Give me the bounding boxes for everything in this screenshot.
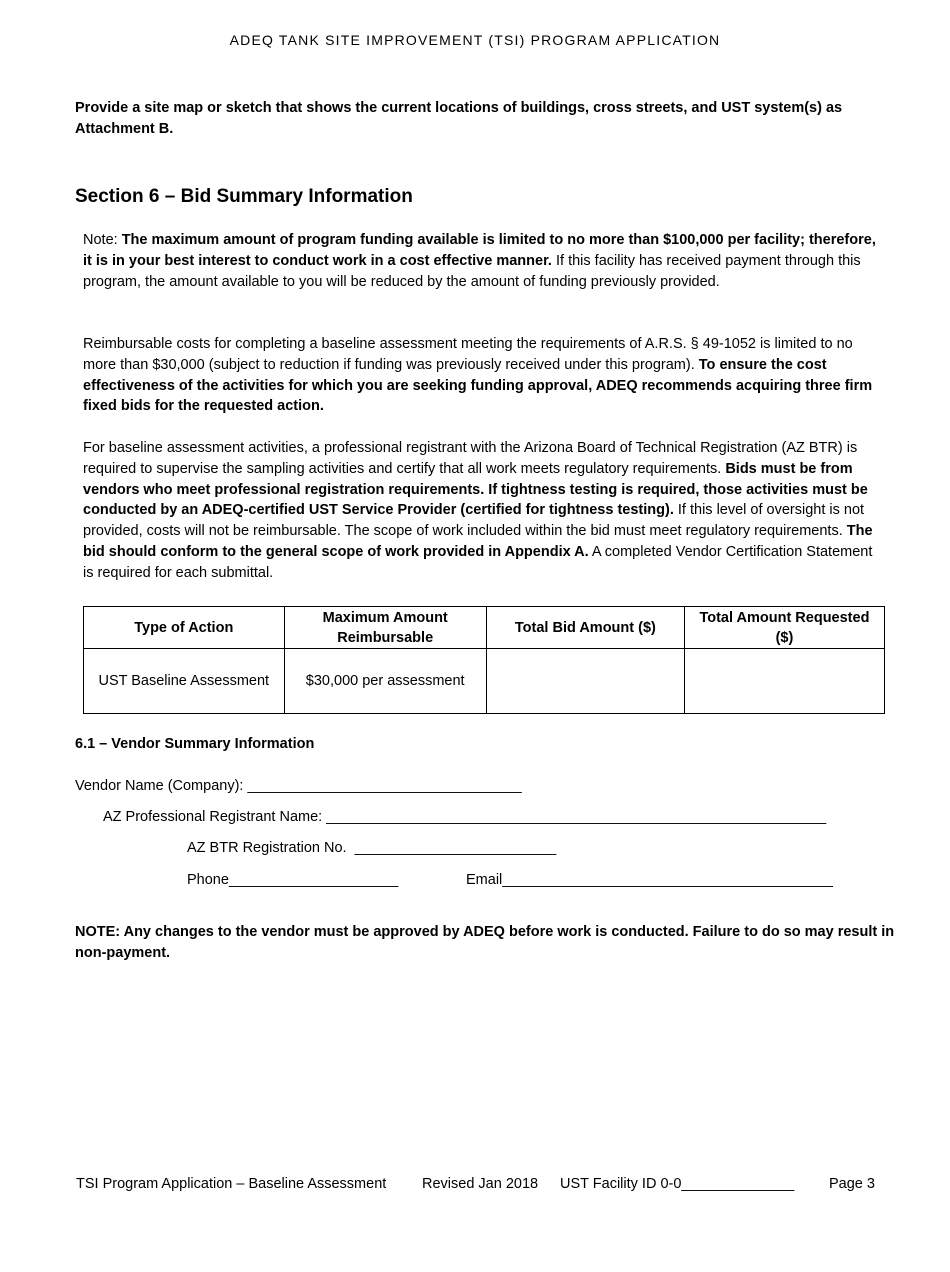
section-title: Section 6 – Bid Summary Information (75, 186, 413, 207)
bid-summary-table (83, 606, 885, 714)
vendor-summary-title: 6.1 – Vendor Summary Information (75, 736, 315, 752)
note-lead: Note: (83, 232, 122, 248)
assessment-bold-1: Bids must be from vendors who meet professional registration requirements. If tightness testing is required, those activities must be conducted by an ADEQ-certified UST Service Provider (certified for tightness testing). (83, 460, 868, 519)
header-type-of-action: Type of Action (84, 607, 285, 649)
footer-revised: Revised Jan 2018 (422, 1176, 539, 1192)
btr-registration-field[interactable]: AZ BTR Registration No. _________________________ (187, 840, 557, 856)
phone-field[interactable]: Phone_____________________ (187, 872, 399, 888)
cell-max-amount: $30,000 per assessment (284, 649, 486, 714)
vendor-name-field[interactable]: Vendor Name (Company): __________________________________ (75, 778, 522, 794)
vendor-change-note: NOTE: Any changes to the vendor must be approved by ADEQ before work is conducted. Failure to do so may result in non-payment. (75, 924, 895, 961)
registrant-name-field[interactable]: AZ Professional Registrant Name: ______________________________________________________________ (103, 809, 827, 825)
cell-total-requested-input[interactable] (684, 649, 884, 714)
table-header-row (84, 607, 885, 649)
costs-bold-text: To ensure the cost effectiveness of the activities for which you are seeking funding approval, ADEQ recommends acquiring three firm fixed bids for the requested action. (83, 356, 873, 415)
reimbursable-costs-paragraph (83, 334, 883, 417)
cell-total-bid-input[interactable] (486, 649, 684, 714)
note-rest-text: If this facility has received payment through this program, the amount available to you will be reduced by the amount of funding previously provided. (83, 252, 861, 290)
assessment-bold-2: The bid should conform to the general scope of work provided in Appendix A. (83, 523, 873, 560)
cell-type-of-action: UST Baseline Assessment (84, 649, 285, 714)
footer-facility-id[interactable]: UST Facility ID 0-0______________ (560, 1176, 795, 1192)
baseline-assessment-paragraph (83, 438, 883, 584)
costs-text: Reimbursable costs for completing a baseline assessment meeting the requirements of A.R.S. § 49-1052 is limited to no more than $30,000 (subject to reduction if funding was previously received under this program). (83, 336, 853, 373)
footer-doc-title: TSI Program Application – Baseline Assessment (76, 1176, 387, 1192)
note-bold-text: The maximum amount of program funding available is limited to no more than $100,000 per facility; therefore, it is in your best interest to conduct work in a cost effective manner. (83, 232, 876, 269)
table-row (84, 649, 885, 714)
funding-note-paragraph (83, 230, 883, 292)
header-max-amount: Maximum Amount Reimbursable (284, 607, 486, 649)
email-field[interactable]: Email_________________________________________ (466, 872, 833, 888)
assessment-text-3: A completed Vendor Certification Statement is required for each submittal. (83, 543, 873, 581)
header-total-bid: Total Bid Amount ($) (486, 607, 684, 649)
header-total-requested: Total Amount Requested ($) (684, 607, 884, 649)
assessment-text-1: For baseline assessment activities, a professional registrant with the Arizona Board of Technical Registration (AZ BTR) is required to supervise the sampling activities and certify that all work meets regulatory requirements. (83, 440, 858, 477)
site-map-instruction: Provide a site map or sketch that shows the current locations of buildings, cross streets, and UST system(s) as Attachment B. (75, 100, 843, 137)
page-header: ADEQ TANK SITE IMPROVEMENT (TSI) PROGRAM APPLICATION (229, 32, 721, 48)
assessment-text-2: If this level of oversight is not provided, costs will not be reimbursable. The scope of work included within the bid must meet regulatory requirements. (83, 502, 865, 540)
footer-page-number: Page 3 (829, 1176, 875, 1192)
page-footer (76, 1176, 875, 1272)
